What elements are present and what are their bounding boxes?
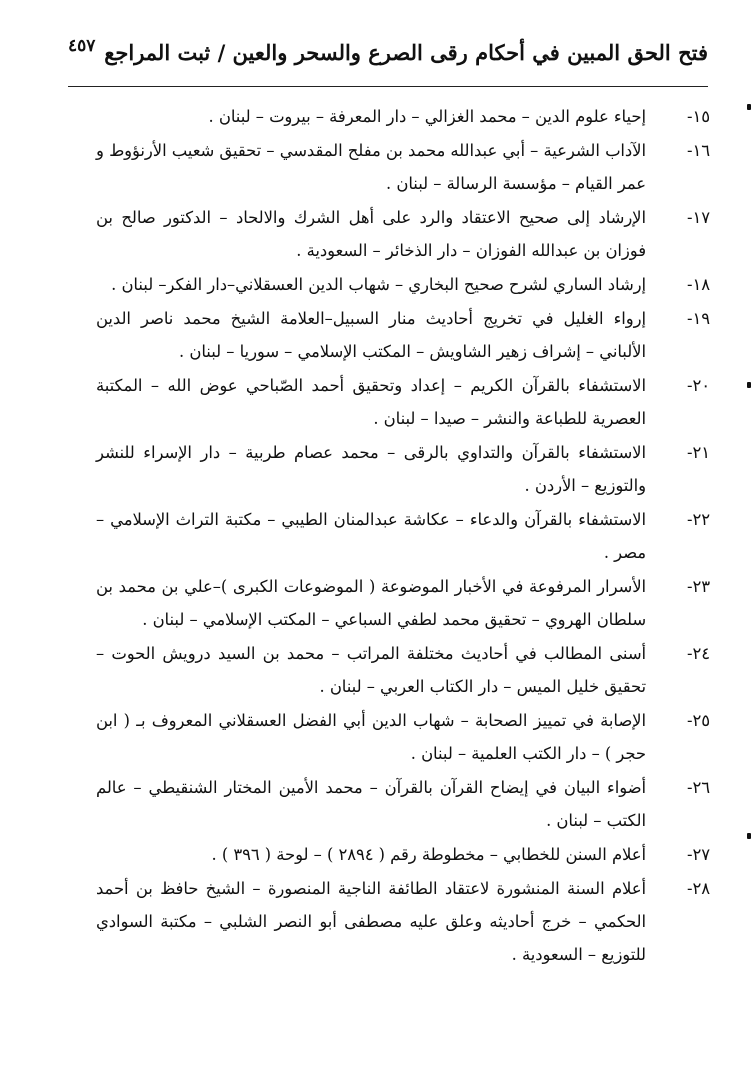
reference-number: ١٩- xyxy=(686,309,710,328)
reference-text: الاستشفاء بالقرآن والتداوي بالرقى – محمد عصام طربية – دار الإسراء للنشر والتوزيع – الأردن . xyxy=(96,443,646,495)
reference-entry xyxy=(96,134,710,200)
reference-number: ٢٣- xyxy=(686,577,710,596)
reference-number: ٢١- xyxy=(686,443,710,462)
header-rule xyxy=(68,86,708,87)
reference-entry xyxy=(96,201,710,267)
reference-entry xyxy=(96,704,710,770)
reference-number: ٢٤- xyxy=(686,644,710,663)
reference-number: ١٨- xyxy=(686,275,710,294)
reference-text: الإصابة في تمييز الصحابة – شهاب الدين أبي الفضل العسقلاني المعروف بـ ( ابن حجر ) – دار الكتب العلمية – لبنان . xyxy=(96,711,646,763)
reference-text: الأسرار المرفوعة في الأخبار الموضوعة ( الموضوعات الكبرى )–علي بن محمد بن سلطان الهروي – تحقيق محمد لطفي السباعي – المكتب الإسلامي – لبنان . xyxy=(96,577,646,629)
reference-entry xyxy=(96,838,710,871)
reference-number: ٢٦- xyxy=(686,778,710,797)
reference-number: ١٧- xyxy=(686,208,710,227)
reference-entry xyxy=(96,100,710,133)
margin-mark xyxy=(747,833,751,839)
reference-text: أضواء البيان في إيضاح القرآن بالقرآن – محمد الأمين المختار الشنقيطي – عالم الكتب – لبنان . xyxy=(96,778,646,830)
reference-text: إرشاد الساري لشرح صحيح البخاري – شهاب الدين العسقلاني–دار الفكر– لبنان . xyxy=(111,275,646,294)
reference-entry xyxy=(96,302,710,368)
reference-number: ١٥- xyxy=(686,107,710,126)
reference-text: إرواء الغليل في تخريج أحاديث منار السبيل–العلامة الشيخ محمد ناصر الدين الألباني – إشراف زهير الشاويش – المكتب الإسلامي – سوريا – لبنان . xyxy=(96,309,646,361)
running-title: فتح الحق المبين في أحكام رقى الصرع والسحر والعين / ثبت المراجع xyxy=(104,40,708,65)
reference-number: ٢٢- xyxy=(686,510,710,529)
reference-text: الاستشفاء بالقرآن الكريم – إعداد وتحقيق أحمد الصّباحي عوض الله – المكتبة العصرية للطباعة والنشر – صيدا – لبنان . xyxy=(96,376,646,428)
page-number: ٤٥٧ xyxy=(68,36,96,56)
reference-entry xyxy=(96,268,710,301)
reference-text: الاستشفاء بالقرآن والدعاء – عكاشة عبدالمنان الطيبي – مكتبة التراث الإسلامي – مصر . xyxy=(96,510,646,562)
reference-list xyxy=(96,100,710,972)
reference-number: ٢٥- xyxy=(686,711,710,730)
reference-entry xyxy=(96,771,710,837)
reference-text: أعلام السنة المنشورة لاعتقاد الطائفة الناجية المنصورة – الشيخ حافظ بن أحمد الحكمي – خرج أحاديثه وعلق عليه مصطفى أبو النصر الشلبي – مكتبة السوادي للتوزيع – السعودية . xyxy=(96,879,646,964)
reference-text: الإرشاد إلى صحيح الاعتقاد والرد على أهل الشرك والالحاد – الدكتور صالح بن فوزان بن عبدالله الفوزان – دار الذخائر – السعودية . xyxy=(96,208,646,260)
reference-entry xyxy=(96,570,710,636)
reference-entry xyxy=(96,369,710,435)
reference-number: ٢٠- xyxy=(686,376,710,395)
reference-text: الآداب الشرعية – أبي عبدالله محمد بن مفلح المقدسي – تحقيق شعيب الأرنؤوط و عمر القيام – مؤسسة الرسالة – لبنان . xyxy=(96,141,646,193)
reference-entry xyxy=(96,436,710,502)
reference-entry xyxy=(96,503,710,569)
margin-mark xyxy=(747,104,751,110)
reference-number: ٢٧- xyxy=(686,845,710,864)
margin-mark xyxy=(747,382,751,388)
page-header xyxy=(68,34,708,74)
reference-text: أعلام السنن للخطابي – مخطوطة رقم ( ٢٨٩٤ ) – لوحة ( ٣٩٦ ) . xyxy=(211,845,646,864)
reference-text: إحياء علوم الدين – محمد الغزالي – دار المعرفة – بيروت – لبنان . xyxy=(208,107,646,126)
reference-entry xyxy=(96,872,710,971)
reference-text: أسنى المطالب في أحاديث مختلفة المراتب – محمد بن السيد درويش الحوت – تحقيق خليل الميس – دار الكتاب العربي – لبنان . xyxy=(96,644,646,696)
reference-number: ١٦- xyxy=(686,141,710,160)
reference-number: ٢٨- xyxy=(686,879,710,898)
reference-entry xyxy=(96,637,710,703)
